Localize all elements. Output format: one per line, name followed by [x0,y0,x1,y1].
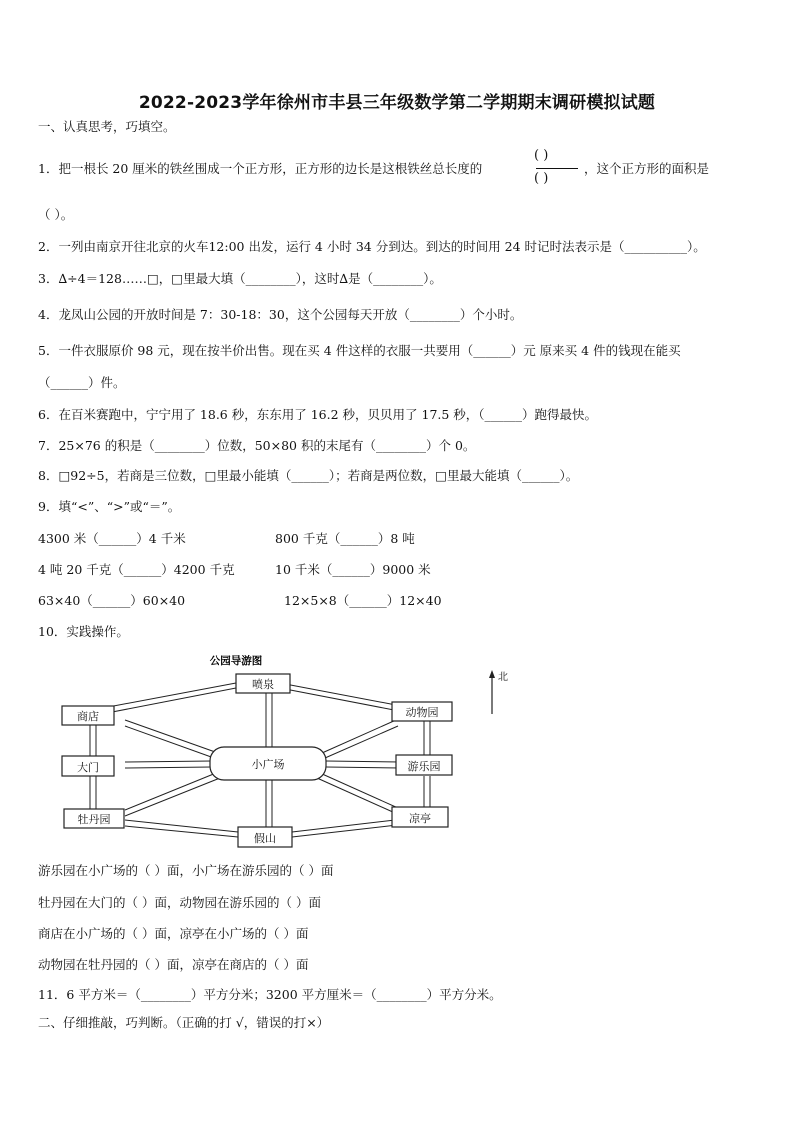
question-1-line2: （ ）。 [38,207,74,222]
question-6: 6．在百米赛跑中，宁宁用了 18.6 秒，东东用了 16.2 秒，贝贝用了 17.5 秒，（______）跑得最快。 [38,407,598,422]
compare-item: 4 吨 20 千克（______）4200 千克 [38,562,235,577]
fraction-numerator-blank[interactable]: ( ) [534,148,549,163]
question-4: 4．龙凤山公园的开放时间是 7：30-18：30，这个公园每天开放（________）个小时。 [38,307,523,322]
svg-text:小广场: 小广场 [251,758,285,771]
question-1-after: ，这个正方形的面积是 [584,161,710,176]
fraction-denominator-blank[interactable]: ( ) [534,171,549,186]
question-5-line1: 5．一件衣服原价 98 元，现在按半价出售。现在买 4 件这样的衣服一共要用（______）元 原来买 4 件的钱现在能买 [38,343,681,358]
compare-item: 4300 米（______）4 千米 [38,531,186,546]
direction-question: 牡丹园在大门的（ ）面，动物园在游乐园的（ ）面 [38,895,321,910]
compare-item: 63×40（______）60×40 [38,593,186,608]
compare-item: 12×5×8（______）12×40 [284,593,442,608]
svg-text:大门: 大门 [77,761,99,774]
north-arrow-icon [486,668,526,718]
svg-text:商店: 商店 [77,710,99,723]
question-8: 8．□92÷5，若商是三位数，□里最小能填（______）；若商是两位数，□里最大能填（______）。 [38,468,579,483]
direction-question: 游乐园在小广场的（ ）面，小广场在游乐园的（ ）面 [38,863,334,878]
svg-text:游乐园: 游乐园 [407,760,441,773]
svg-text:北: 北 [498,672,508,683]
question-9-label: 9．填“<”、“>”或“＝”。 [38,499,181,514]
question-2: 2．一列由南京开往北京的火车12:00 出发，运行 4 小时 34 分到达。到达的时间用 24 时记时法表示是（__________）。 [38,239,706,254]
svg-text:牡丹园: 牡丹园 [77,813,111,826]
direction-question: 动物园在牡丹园的（ ）面，凉亭在商店的（ ）面 [38,957,309,972]
compare-item: 10 千米（______）9000 米 [275,562,431,577]
question-11: 11．6 平方米＝（________）平方分米；3200 平方厘米＝（________）平方分米。 [38,987,502,1002]
section-heading-fill: 一、认真思考，巧填空。 [38,119,176,134]
question-10-label: 10．实践操作。 [38,624,129,639]
svg-text:动物园: 动物园 [405,706,439,719]
svg-text:假山: 假山 [254,832,276,845]
compare-item: 800 千克（______）8 吨 [275,531,415,546]
page-title: 2022-2023学年徐州市丰县三年级数学第二学期期末调研模拟试题 [138,93,656,113]
question-7: 7．25×76 的积是（________）位数，50×80 积的末尾有（________）个 0。 [38,438,476,453]
fraction-blank[interactable] [534,148,580,190]
park-map-diagram [40,650,480,850]
svg-text:凉亭: 凉亭 [409,812,431,825]
section-heading-judge: 二、仔细推敲，巧判断。（正确的打 √，错误的打×） [38,1015,330,1030]
question-1-text: 1．把一根长 20 厘米的铁丝围成一个正方形，正方形的边长是这根铁丝总长度的 [38,161,483,176]
direction-question: 商店在小广场的（ ）面，凉亭在小广场的（ ）面 [38,926,309,941]
question-5-line2: （______）件。 [38,375,126,390]
fraction-bar [536,168,578,169]
svg-text:喷泉: 喷泉 [252,678,274,691]
question-3: 3．∆÷4＝128……□，□里最大填（________），这时∆是（________）。 [38,271,442,286]
map-title: 公园导游图 [209,655,263,667]
